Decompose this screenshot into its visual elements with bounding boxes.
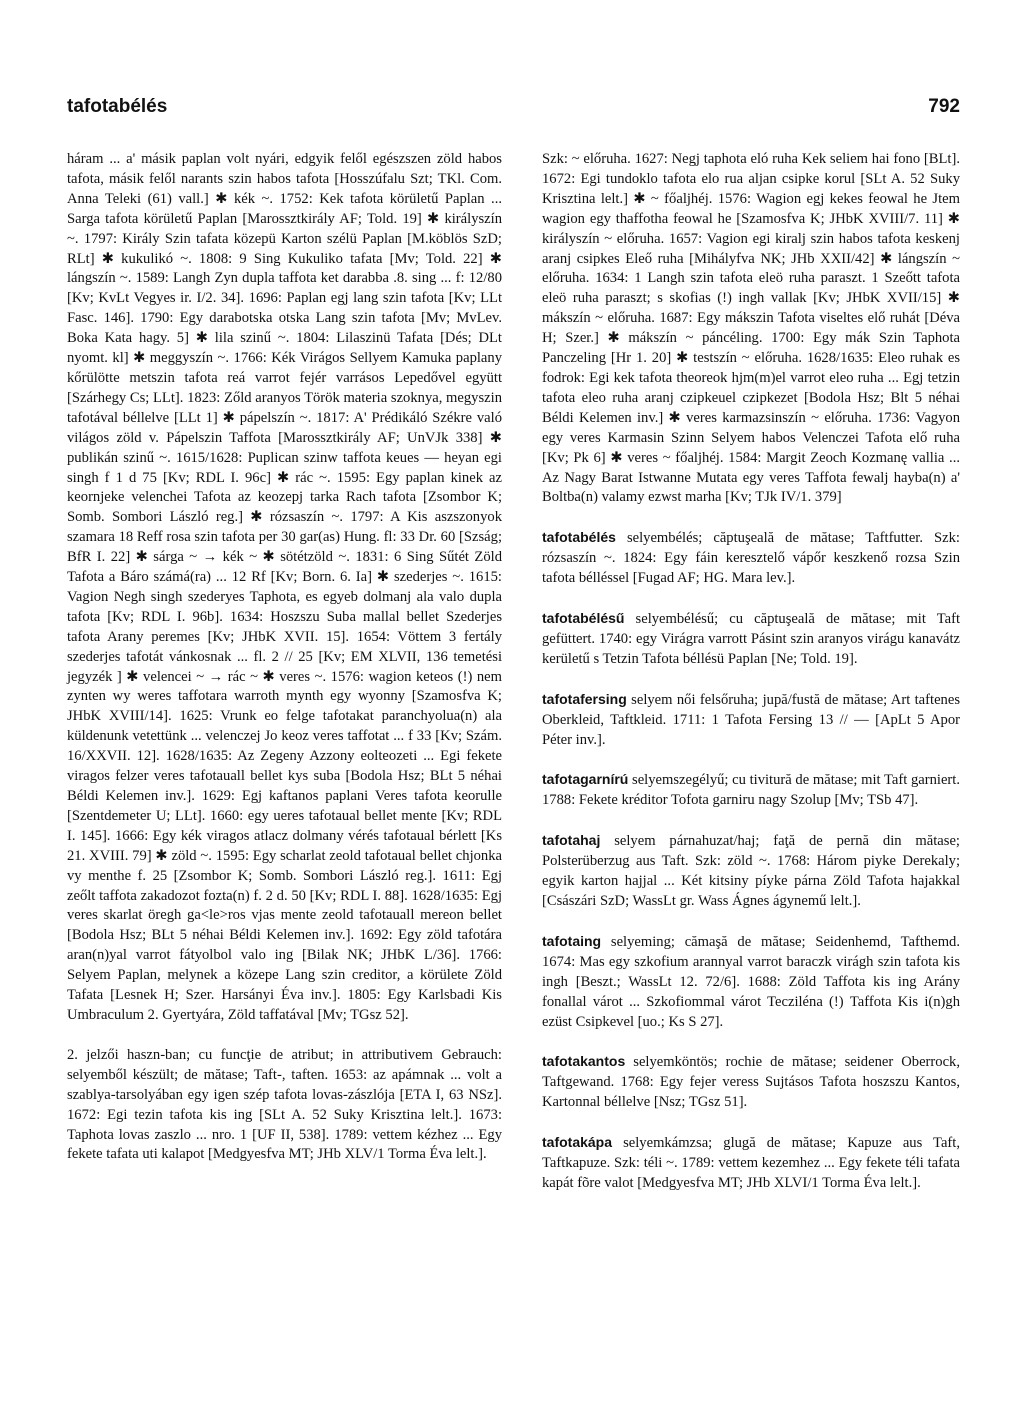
entry-headword: tafotaing: [542, 932, 602, 949]
dictionary-entry: [542, 932, 960, 1033]
dictionary-entry: [542, 528, 960, 589]
entry-continuation: Szk: ~ előruha. 1627: Negj taphota eló ruha Kek seliem hai fono [BLt]. 1672: Egi tundoklo tafota elo rua aljan csipke korul [SLt A. 52 Suky Krisztina lelt.] ✱ ~ főaljhéj. 1576: Wagion egj kekes feowal he Jtem wagion egy thaffotha feowal he [Szamosfva K; JHbK XVIII/7. 11] ✱ királyszín ~ előruha. 1657: Vagion egi kiralj szin habos tafota keskenj aranj csipkes Eleő ruha [Mihályfva NK; JHb XXII/42] ✱ lángszín ~ előruha. 1634: 1 Langh szin tafota eleö ruha paraszt. 1 Szeőtt tafota eleö ruha paraszt; s skofias (!) ingh vallak [Kv; JHbK XVII/15] ✱ mákszín ~ előruha. 1687: Egy mákszin Tafota viseltes elő ruhát [Déva H; Szer.] ✱ mákszín ~ páncéling. 1700: Egy mák Szin Taphota Panczeling [Hr 1. 20] ✱ testszín ~ előruha. 1628/1635: Eleo ruhak es fodrok: Egi kek tafota theoreok hjm(m)el varrot eleo ruha ... Egj tetzin tafota eleo ruha aranj czipkeuel czipkezet [Bodola Hsz; Blt 5 néhai Béldi Kelemen inv.] ✱ veres karmazsinszín ~ előruha. 1736: Vagyon egy veres Karmasin Szinn Selyem habos Velenczei Tafota elő ruha [Kv; Pk 6] ✱ veres ~ főaljhéj. 1584: Margit Zeoch Kozmanę vallia ... Az Nagy Barat Istwanne Mutata egy veres Taffota fewalj hayba(n) a' Boltba(n) valamy ezwst marha [Kv; TJk IV/1. 379]: [542, 151, 960, 506]
page-number: 792: [928, 96, 960, 117]
entry-body: selyem párnahuzat/haj; faţă de pernă din mătase; Polsterüberzug aus Taft. Szk: zöld ~. 1768: Három piyke Derekaly; egyik karton hajjal ... Két kitsiny píyke párna Zöld Tafota hajakkal [Császári SzD; WassLt gr. Wass Ágnes ágynemű lelt.].: [542, 833, 960, 909]
entry-senses-continuation: háram ... a' másik paplan volt nyári, edgyik felől egészszen zöld habos tafota, másik felől narants szin habos tafota [Hosszúfalu Szt; TKl. Com. Anna Teleki (61) vall.] ✱ kék ~. 1752: Kek tafota körületű Paplan ... Sarga tafota körületű Paplan [Marossztkirály AF; Told. 19] ✱ királyszín ~. 1797: Király Szin tafata közepü Karton szélü Paplan [M.köblös SzD; RLt] ✱ kukulikó ~. 1808: 9 Sing Kukuliko tafata [Mv; Told. 22] ✱ lángszín ~. 1589: Langh Zyn dupla taffota ket darabba .8. sing ... f: 12/80 [Kv; KvLt Vegyes ir. I/2. 34]. 1696: Paplan egj lang szin tafota [Kv; LLt Fasc. 146]. 1790: Egy darabotska otska Lang szin tafota [Mv; MvLev. Boka Kata hagy. 5] ✱ lila szinű ~. 1804: Lilaszinü Tafata [Dés; DLt nyomt. kl] ✱ meggyszín ~. 1766: Kék Virágos Sellyem Kamuka paplany kőrülötte metszin tafota reá varrot fejér varrásos Lepedővel együtt [Szárhegy Cs; LLt]. 1823: Zőld aranyos Török materia szoknya, megyszin tafotával béllelve [LLt 1] ✱ pápelszín ~. 1817: A' Prédikáló Székre való világos zöld v. Pápelszin Taffota [Marossztkirály AF; UnVJk 338] ✱ publikán szinű ~. 1615/1628: Puplican szinw taffota keues — heyan egi singh f 1 d 75 [Kv; RDL I. 96c] ✱ rác ~. 1595: Egy paplan kinek az keornjeke velenchei Tafota az keozepj tarka Rach tafota [Zsombor K; Somb. Sombori László reg.] ✱ rózsaszín ~. 1797: A Kis aszszonyok szamara 18 Reff rosa szin tafota per 30 gar(as) Hung. fl: 33 Dr. 60 [Szság; BfR I. 22] ✱ sárga ~ → kék ~ ✱ sötétzöld ~. 1831: 6 Sing Sűtét Zöld Tafota a Báro számá(ra) ... 12 Rf [Kv; Born. 6. Ia] ✱ szederjes ~. 1615: Vagion Negh singh szederyes Taphota, es egyeb dolmanj ala valo dupla tafota [Kv; RDL I. 96b]. 1634: Hoszszu Suba mallal bellet Szederjes tafota Arany peremes [Kv; JHbK XVII. 15]. 1654: Vöttem 3 fertály szederjes tafotát vánkosnak ... fl. 2 // 25 [Kv; EM XLVII, 136 temetési jegyzék ] ✱ velencei ~ → rác ~ ✱ veres ~. 1576: wagion keteos (!) nem zynten wy weres taffotara warroth mynth egy wyonny [Szamosfva K; JHbK XVIII/14]. 1625: Vrunk eo felge tafotakat paranchyolua(n) ala küldenunk vetettünk ... velenczej Jo keoz veres taffotat ... f 33 [Kv; Szám. 16/XXVII. 12]. 1628/1635: Az Zegeny Azzony eolteozeti ... Egi fekete viragos felzer veres tafotauall bellet kys suba [Bodola Hsz; BLt 5 néhai Béldi Kelemen inv.]. 1629: Egj kaftanos paplani Veres tafota keorulle [Szentdemeter U; LLt]. 1660: egy ueres tafotaual bellet mente [Kv; RDL I. 145]. 1666: Egy kék viragos atlacz dolmany vérés tafotaual bérlett [Ks 21. XVIII. 79] ✱ zöld ~. 1595: Egy scharlat zeold tafotaual bellet chjonka vy menthe f. 25 [Zsombor K; Somb. Sombori László reg.]. 1611: Egj zeőlt taffota zakadozot fozta(n) f. 2 d. 50 [Kv; RDL I. 88]. 1628/1635: Egj veres skarlat öregh ga<le>ros vjas mente zeold tafotauall mereon bellet [Bodola Hsz; BLt 5 néhai Béldi Kelemen inv.]. 1692: Egy zöld tafotára aran(n)yal varrot fátyolbol valo ing [Bilak NK; JHbK L/36]. 1766: Selyem Paplan, melynek a közepe Lang szin creditor, a körülete Zöld Tafata [Lesnek H; Szer. Harsányi Éva inv.]. 1805: Egy Karlsbadi Kis Umbraculum 2. Gyertyára, Zöld taffatával [Mv; TGsz 52].: [67, 151, 502, 1023]
entry-headword: tafotafersing: [542, 690, 627, 707]
entry-body: selyemköntös; rochie de mătase; seidener Oberrock, Taftgewand. 1768: Egy fejer veress Sujtásos Tafota hoszszu Kantos, Kartonnal béllelve [Nsz; TGsz 51].: [542, 1054, 960, 1111]
dictionary-entry: [542, 770, 960, 811]
entry-body: selyembélésű; cu căptuşeală de mătase; mit Taft gefüttert. 1740: egy Virágra varrott Pásint szin aranyos virágu kanavátz kerületű s Tetzin Tafota béllésü Paplan [Ne; Told. 19].: [542, 611, 960, 667]
dictionary-entry: [542, 609, 960, 670]
entry-headword: tafotakápa: [542, 1134, 613, 1151]
entry-body: selyeming; cămaşă de mătase; Seidenhemd, Tafthemd. 1674: Mas egy szkofium arannyal varrot baraczk virágh szin tafota kis ingh [Beszt.; WassLt 12. 72/6]. 1688: Zöld Taffota kis ing Arány fonallal várot ... Szkofiommal várot Teczilénа (!) Taffota Kis i(n)gh ezüst Csipkevel [uo.; Ks S 27].: [542, 933, 960, 1030]
dictionary-entry: [542, 1133, 960, 1194]
entry-body: selyembélés; căptuşeală de mătase; Taftfutter. Szk: rózsaszín ~. 1824: Egy fáin keresztelő vápőr keszkenő rozsa Szin tafota bélléssel [Fugad AF; HG. Mara lev.].: [542, 530, 960, 587]
entry-body: selyem női felsőruha; jupă/fustă de mătase; Art taftenes Oberkleid, Taftkleid. 1711: 1 Tafota Fersing 13 // — [ApLt 5 Apor Péter inv.].: [542, 691, 960, 748]
right-column: [542, 150, 960, 1214]
running-headword: tafotabélés: [67, 96, 168, 117]
entry-headword: tafotabélésű: [542, 610, 625, 627]
entry-headword: tafotakantos: [542, 1053, 626, 1070]
entry-headword: tafotabélés: [542, 529, 616, 546]
dictionary-entry: [542, 831, 960, 912]
dictionary-entry: [542, 690, 960, 751]
entry-body: selyemszegélyű; cu tivitură de mătase; mit Taft garniert. 1788: Fekete kréditor Tofota garniru nagy Szolup [Mv; TSb 47].: [542, 772, 960, 809]
entry-sense-2: 2. jelzői haszn-ban; cu funcţie de atribut; in attributivem Gebrauch: selyemből készült; de mătase; Taft-, taften. 1653: az apámnak ... volt a szablya-tarsolyában egy igen szép tafota lovas-zászlója [ETA I, 63 NSz]. 1672: Egi tezin tafota kis ing [SLt A. 52 Suky Krisztina lelt.]. 1673: Taphota lovas zaszlo ... nro. 1 [UF II, 538]. 1789: vettem kézhez ... Egy fekete tafata uti kalapot [Medgyesfva MT; JHb XLV/1 Torma Éva lelt.].: [67, 1046, 502, 1163]
entry-headword: tafotahaj: [542, 832, 601, 849]
entry-body: selyemkámzsa; glugă de mătase; Kapuze aus Taft, Taftkapuze. Szk: téli ~. 1789: vettem kezemhez ... Egy fekete téli tafata kapát fõre valot [Medgyesfva MT; JHb XLVI/1 Torma Éva lelt.].: [542, 1135, 960, 1191]
dictionary-entry: [542, 1052, 960, 1113]
entry-headword: tafotagarnírú: [542, 771, 629, 788]
left-column: [67, 150, 502, 1165]
page-header: [67, 96, 960, 126]
